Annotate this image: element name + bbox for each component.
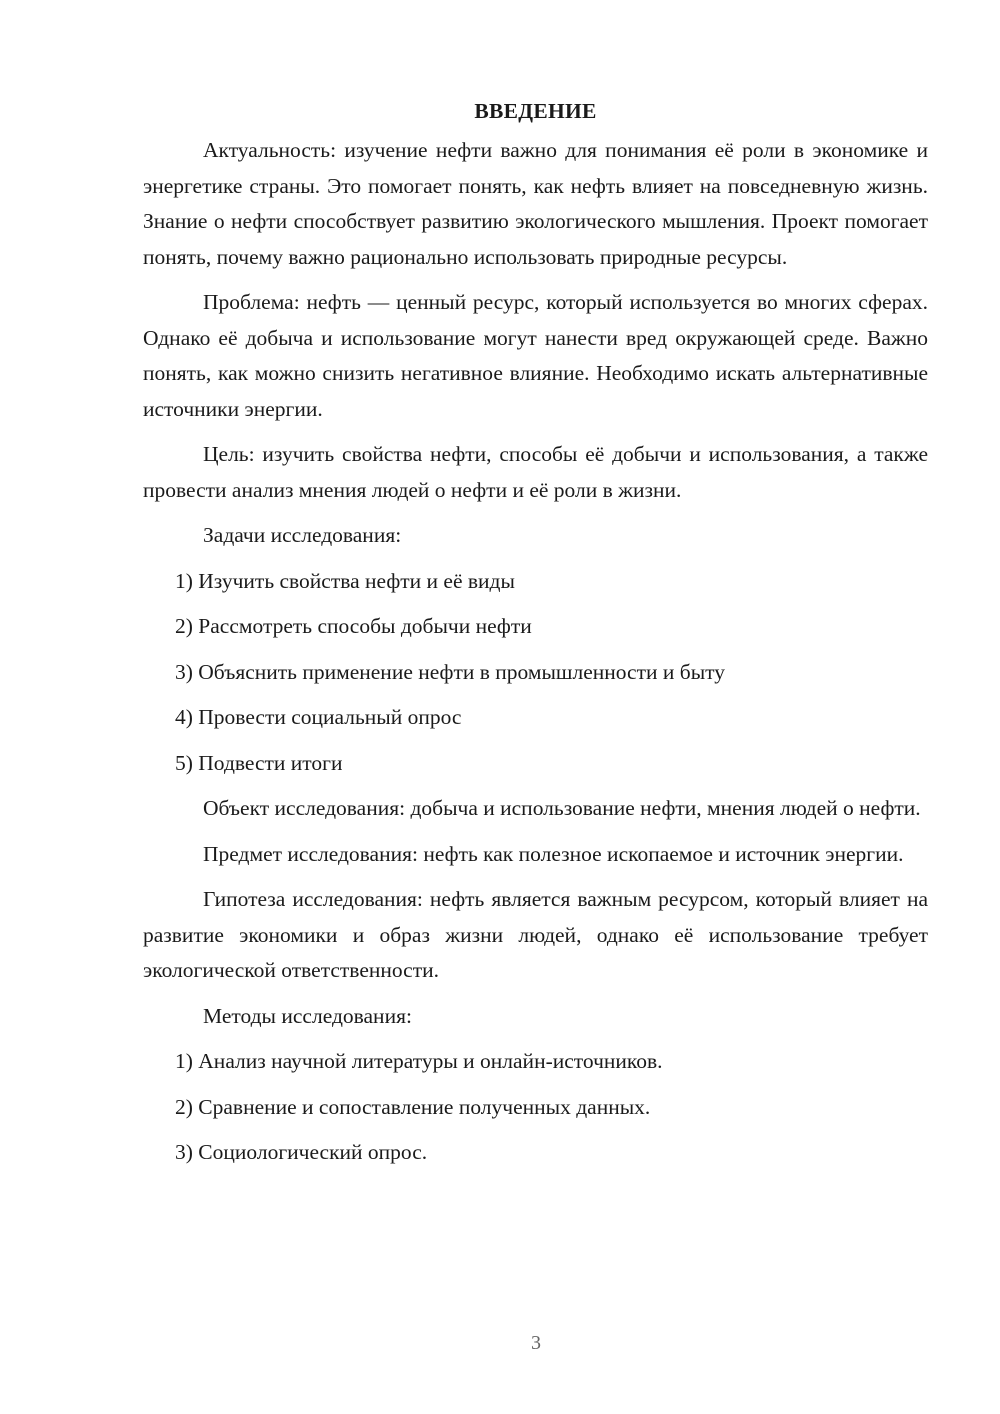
subject-paragraph: Предмет исследования: нефть как полезное ископаемое и источник энергии. xyxy=(203,841,904,866)
page-number: 3 xyxy=(531,1332,541,1354)
hypothesis-paragraph: Гипотеза исследования: нефть является важным ресурсом, который влияет на развитие экономики и образ жизни людей, однако её использование требует экологической ответственности. xyxy=(143,887,928,982)
tasks-list xyxy=(143,564,928,782)
problem-paragraph: Проблема: нефть — ценный ресурс, который используется во многих сферах. Однако её добыча и использование могут нанести вред окружающей среде. Важно понять, как можно снизить негативное влияние. Необходимо искать альтернативные источники энергии. xyxy=(143,290,928,421)
methods-heading: Методы исследования: xyxy=(203,1003,412,1028)
methods-list xyxy=(143,1044,928,1171)
task-item: 1) Изучить свойства нефти и её виды xyxy=(175,568,515,593)
task-item: 3) Объяснить применение нефти в промышленности и быту xyxy=(175,659,726,684)
goal-paragraph: Цель: изучить свойства нефти, способы её добычи и использования, а также провести анализ мнения людей о нефти и её роли в жизни. xyxy=(143,442,928,502)
document-page xyxy=(143,96,928,1181)
tasks-heading: Задачи исследования: xyxy=(203,523,402,547)
section-title: ВВЕДЕНИЕ xyxy=(474,99,597,123)
method-item: 2) Сравнение и сопоставление полученных данных. xyxy=(175,1094,651,1119)
task-item: 5) Подвести итоги xyxy=(175,750,343,775)
object-paragraph: Объект исследования: добыча и использование нефти, мнения людей о нефти. xyxy=(203,796,921,820)
task-item: 2) Рассмотреть способы добычи нефти xyxy=(175,614,532,638)
method-item: 1) Анализ научной литературы и онлайн-источников. xyxy=(175,1049,663,1073)
method-item: 3) Социологический опрос. xyxy=(175,1140,428,1164)
relevance-paragraph: Актуальность: изучение нефти важно для понимания её роли в экономике и энергетике страны. Это помогает понять, как нефть влияет на повседневную жизнь. Знание о нефти способствует развитию экологического мышления. Проект помогает понять, почему важно рационально использовать природные ресурсы. xyxy=(143,138,928,269)
task-item: 4) Провести социальный опрос xyxy=(175,705,462,729)
